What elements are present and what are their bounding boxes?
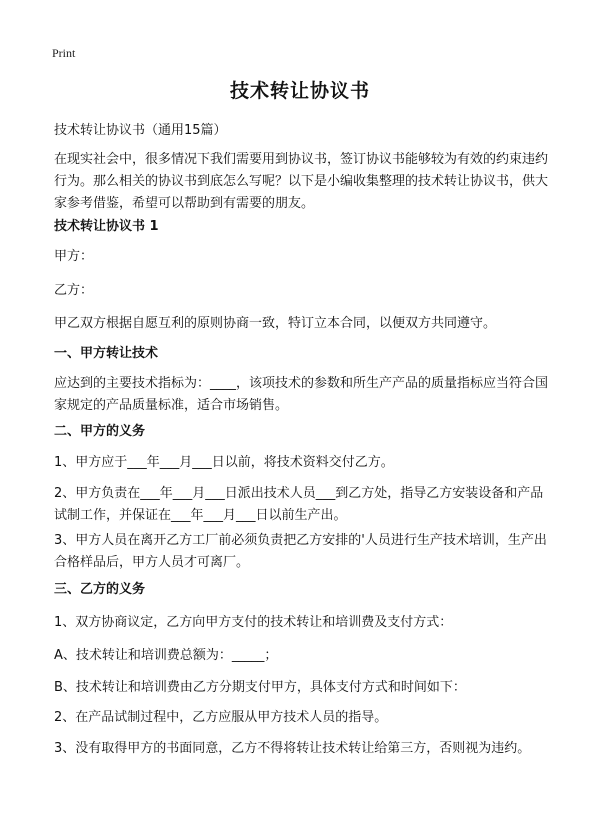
heading-technology-transfer: 一、甲方转让技术 (54, 346, 159, 361)
technical-indicators-paragraph: 应达到的主要技术指标为：____，该项技术的参数和所生产产品的质量指标应当符合国家规定的产品质量标准，适合市场销售。 (54, 376, 549, 413)
party-a-obligation-1: 1、甲方应于___年___月___日以前，将技术资料交付乙方。 (54, 455, 394, 470)
party-a-line: 甲方： (54, 249, 94, 264)
heading-party-b-obligations: 三、乙方的义务 (54, 582, 146, 597)
party-b-obligation-3: 3、没有取得甲方的书面同意，乙方不得将转让技术转让给第三方，否则视为违约。 (54, 741, 531, 756)
party-b-fee-total: A、技术转让和培训费总额为：_____； (54, 648, 278, 663)
document-title: 技术转让协议书 (229, 80, 370, 102)
party-b-obligation-1: 1、双方协商议定，乙方向甲方支付的技术转让和培训费及支付方式： (54, 615, 453, 630)
heading-party-a-obligations: 二、甲方的义务 (54, 424, 146, 439)
party-a-obligation-2: 2、甲方负责在___年___月___日派出技术人员___到乙方处，指导乙方安装设备和产品试制工作，并保证在___年___月___日以前生产出。 (54, 486, 544, 523)
party-b-fee-payment: B、技术转让和培训费由乙方分期支付甲方，具体支付方式和时间如下： (54, 680, 466, 695)
intro-paragraph: 在现实社会中，很多情况下我们需要用到协议书，签订协议书能够较为有效的约束违约行为。那么相关的协议书到底怎么写呢？以下是小编收集整理的技术转让协议书，供大家参考借鉴，希望可以帮助到有需要的朋友。 (54, 152, 549, 211)
preamble-paragraph: 甲乙双方根据自愿互利的原则协商一致，特订立本合同，以便双方共同遵守。 (54, 316, 497, 331)
party-a-obligation-3: 3、甲方人员在离开乙方工厂前必须负责把乙方安排的'人员进行生产技术培训，生产出合格样品后，甲方人员才可离厂。 (54, 533, 547, 570)
section-title: 技术转让协议书 1 (54, 219, 159, 234)
print-link[interactable]: Print (52, 46, 76, 60)
document-subtitle: 技术转让协议书（通用15篇） (54, 123, 227, 138)
party-b-line: 乙方： (54, 283, 94, 298)
party-b-obligation-2: 2、在产品试制过程中，乙方应服从甲方技术人员的指导。 (54, 710, 388, 725)
